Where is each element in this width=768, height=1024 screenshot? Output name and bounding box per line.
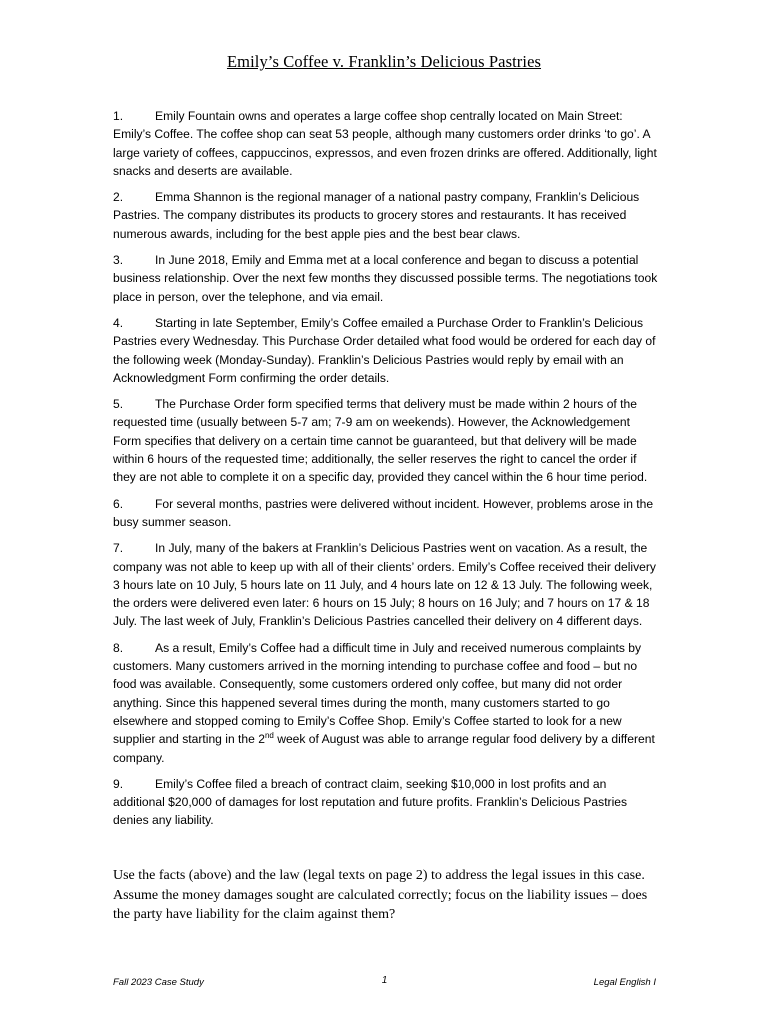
paragraph-9	[113, 775, 658, 830]
paragraph-1	[113, 107, 658, 180]
paragraph-number: 6.	[113, 496, 124, 511]
paragraph-text: Emma Shannon is the regional manager of a national pastry company, Franklin’s Delicious Pastries. The company distributes its products to grocery stores and restaurants. It has received numerous awards, including for the best apple pies and the best bear claws.	[113, 190, 640, 241]
ordinal-superscript: nd	[264, 731, 274, 741]
paragraph-number: 2.	[113, 190, 124, 205]
paragraph-3	[113, 251, 658, 306]
footer-page-number: 1	[381, 975, 388, 986]
paragraph-number: 8.	[113, 640, 124, 655]
footer-course-name: Legal English I	[593, 977, 656, 988]
paragraph-text-continued: week of August was able to arrange regular food delivery by a different company.	[113, 732, 655, 765]
paragraph-5	[113, 395, 658, 486]
paragraph-text: The Purchase Order form specified terms that delivery must be made within 2 hours of the requested time (usually between 5-7 am; 7-9 am on weekends). However, the Acknowledgement Form specifies that delivery on a certain time cannot be guaranteed, but that delivery will be made within 6 hours of the requested time; additionally, the seller reserves the right to cancel the order if they are not able to complete it on a specific day, provided they cancel within the 6 hour time period.	[113, 397, 648, 485]
paragraph-text: In July, many of the bakers at Franklin’s Delicious Pastries went on vacation. As a result, the company was not able to keep up with all of their clients’ orders. Emily’s Coffee received their delivery 3 hours late on 10 July, 5 hours late on 11 July, and 4 hours late on 12 & 13 July. The following week, the orders were delivered even later: 6 hours on 15 July; 8 hours on 16 July; and 7 hours on 17 & 18 July. The last week of July, Franklin’s Delicious Pastries cancelled their delivery on 4 different days.	[113, 541, 656, 629]
document-title: Emily’s Coffee v. Franklin’s Delicious Pastries	[226, 52, 542, 71]
paragraph-number: 4.	[113, 315, 124, 330]
paragraph-7	[113, 539, 658, 630]
paragraph-number: 9.	[113, 776, 124, 791]
paragraph-number: 1.	[113, 109, 124, 123]
paragraph-text: As a result, Emily’s Coffee had a difficult time in July and received numerous complaints by customers. Many customers arrived in the morning intending to purchase coffee and food – but no food was available. Consequently, some customers ordered only coffee, but many did not order anything. Since this happened several times during the month, many customers started to go elsewhere and stopped coming to Emily’s Coffee Shop. Emily’s Coffee started to look for a new supplier and starting in the 2	[113, 640, 641, 747]
paragraph-text: Emily’s Coffee filed a breach of contract claim, seeking $10,000 in lost profits and an additional $20,000 of damages for lost reputation and future profits. Franklin’s Delicious Pastries denies any liability.	[113, 776, 628, 828]
paragraph-2	[113, 188, 658, 243]
paragraph-number: 7.	[113, 541, 124, 556]
paragraph-number: 3.	[113, 253, 124, 268]
task-instructions: Use the facts (above) and the law (legal texts on page 2) to address the legal issues in this case. Assume the money damages sought are calculated correctly; focus on the liability issues – does the party have liability for the claim against them?	[113, 868, 648, 922]
paragraph-text: In June 2018, Emily and Emma met at a local conference and began to discuss a potential business relationship. Over the next few months they discussed possible terms. The negotiations took place in person, over the telephone, and via email.	[113, 253, 658, 304]
page-footer	[113, 975, 656, 991]
paragraph-4	[113, 314, 658, 387]
paragraph-number: 5.	[113, 397, 124, 412]
paragraph-6	[113, 495, 658, 532]
paragraph-8	[113, 639, 658, 767]
paragraph-text: Emily Fountain owns and operates a large coffee shop centrally located on Main Street: Emily’s Coffee. The coffee shop can seat 53 people, although many customers order drinks ‘to go’. A large variety of coffees, cappuccinos, expressos, and even frozen drinks are offered. Additionally, light snacks and deserts are available.	[113, 109, 657, 178]
paragraph-text: Starting in late September, Emily’s Coffee emailed a Purchase Order to Franklin’s Delicious Pastries every Wednesday. This Purchase Order detailed what food would be ordered for each day of the following week (Monday-Sunday). Franklin’s Delicious Pastries would reply by email with an Acknowledgment Form confirming the order details.	[113, 315, 656, 385]
footer-course-term: Fall 2023 Case Study	[113, 977, 204, 988]
paragraph-text: For several months, pastries were delivered without incident. However, problems arose in the busy summer season.	[113, 496, 654, 529]
facts-list	[113, 107, 658, 838]
